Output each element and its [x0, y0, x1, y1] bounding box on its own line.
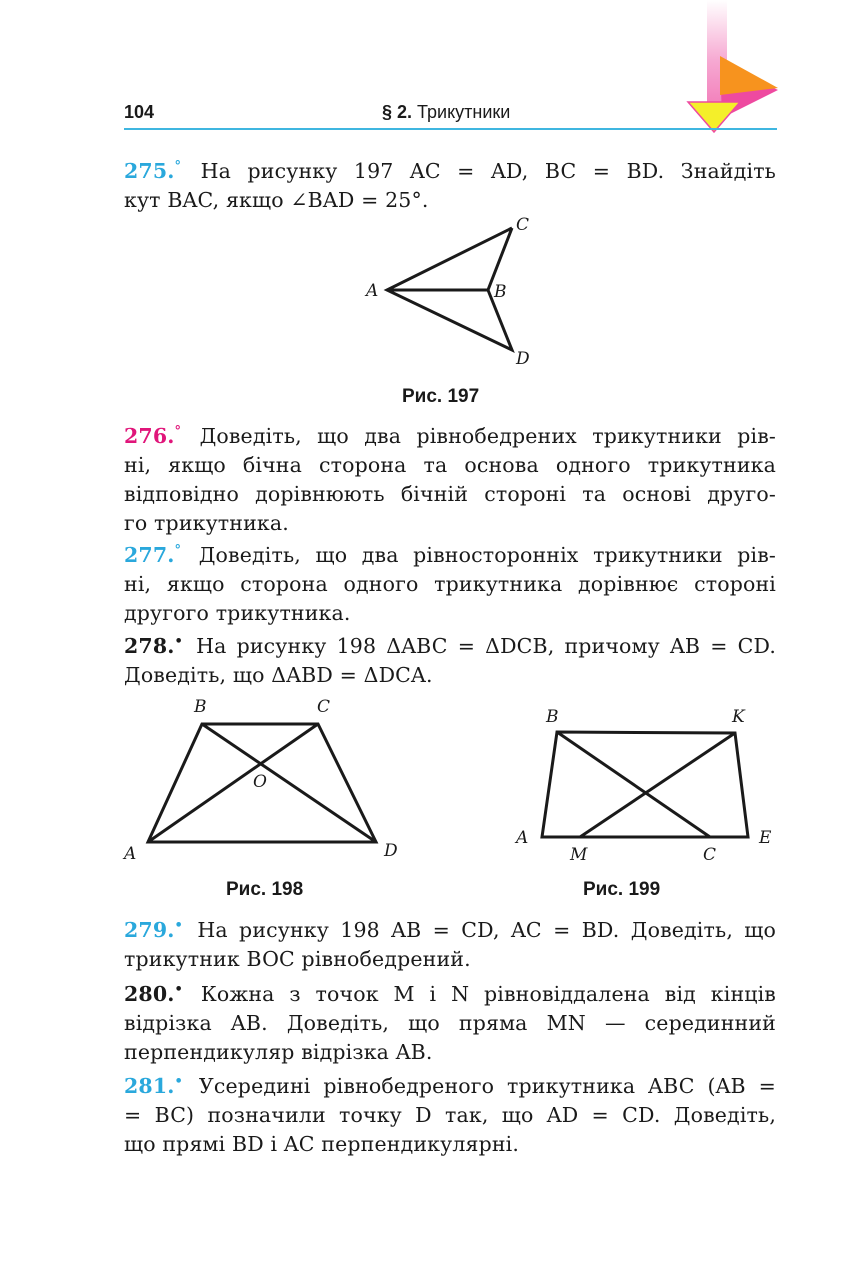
problem-279 [124, 911, 776, 974]
problem-line [124, 417, 776, 451]
problem-line [124, 975, 776, 1009]
problem-line: що прямі BD і AC перпендикулярні. [124, 1132, 520, 1156]
problem-line: ні, якщо бічна сторона та основа одного трикутника [124, 453, 776, 477]
problem-line: = BC) позначили точку D так, що AD = CD. Доведіть, [124, 1103, 776, 1127]
figure-caption-197: Рис. 197 [402, 386, 480, 407]
problem-number: 279. [124, 918, 175, 942]
difficulty-mark: • [174, 918, 183, 933]
problem-text: На рисунку 198 AB = CD, AC = BD. Доведіть, що [197, 918, 776, 942]
problem-number: 276. [124, 424, 175, 448]
point-label-a: A [124, 844, 137, 864]
point-label-c: C [317, 697, 331, 717]
problem-line [124, 627, 776, 661]
problem-line [124, 911, 776, 945]
diagonal-bd [202, 724, 376, 842]
quadrilateral-abke [542, 732, 748, 837]
problem-text: Кожна з точок M і N рівновіддалена від кінців [200, 982, 776, 1006]
problem-276 [124, 417, 776, 538]
header-rule [124, 128, 777, 130]
problem-281 [124, 1067, 776, 1159]
problem-278 [124, 627, 776, 690]
running-head [382, 102, 510, 123]
header-decoration [680, 0, 790, 135]
point-label-c: C [516, 215, 530, 235]
section-title: Трикутники [417, 102, 511, 122]
figure-199 [510, 702, 785, 870]
problem-line: ні, якщо сторона одного трикутника дорівнює стороні [124, 572, 776, 596]
point-label-k: K [732, 707, 745, 727]
problem-line [124, 152, 776, 186]
segment-mk [580, 733, 735, 837]
point-label-a: A [366, 281, 379, 301]
problem-text: Доведіть, що два рівнобедрених трикутники рів- [199, 424, 776, 448]
difficulty-mark: ° [174, 424, 182, 439]
problem-line: відповідно дорівнюють бічній стороні та основі друго- [124, 482, 776, 506]
section-number: § 2. [382, 102, 413, 122]
point-label-a: A [516, 828, 529, 848]
point-label-d: D [516, 349, 530, 369]
problem-text: На рисунку 198 ΔABC = ΔDCB, причому AB = CD. [196, 634, 776, 658]
figure-197 [360, 214, 540, 370]
figure-198 [118, 694, 408, 870]
problem-number: 278. [124, 634, 175, 658]
difficulty-mark: • [174, 982, 183, 997]
problem-line: відрізка AB. Доведіть, що пряма MN — серединний [124, 1011, 776, 1035]
point-label-b: B [546, 707, 559, 727]
point-label-c: C [703, 845, 717, 865]
difficulty-mark: ° [174, 543, 182, 558]
problem-text: На рисунку 197 AC = AD, BC = BD. Знайдіть [200, 159, 776, 183]
segment-bc [557, 732, 710, 837]
problem-number: 277. [124, 543, 175, 567]
problem-line: го трикутника. [124, 511, 289, 535]
problem-line: другого трикутника. [124, 601, 351, 625]
point-label-m: M [570, 845, 588, 865]
point-label-d: D [384, 841, 398, 861]
problem-number: 275. [124, 159, 175, 183]
problem-line [124, 536, 776, 570]
point-label-e: E [759, 828, 772, 848]
problem-text: Доведіть, що два рівносторонніх трикутники рів- [198, 543, 776, 567]
figure-caption-199: Рис. 199 [583, 879, 661, 900]
point-label-o: O [253, 772, 267, 792]
difficulty-mark: • [174, 1074, 183, 1089]
problem-line: Доведіть, що ΔABD = ΔDCA. [124, 663, 433, 687]
problem-line: кут BAC, якщо ∠BAD = 25°. [124, 188, 429, 212]
problem-line [124, 1067, 776, 1101]
problem-text: Усередині рівнобедреного трикутника ABC (AB = [198, 1074, 776, 1098]
point-label-b: B [494, 282, 507, 302]
difficulty-mark: ° [174, 159, 182, 174]
page-number: 104 [124, 102, 155, 122]
problem-line: перпендикуляр відрізка AB. [124, 1040, 433, 1064]
problem-number: 280. [124, 982, 175, 1006]
point-label-b: B [194, 697, 207, 717]
problem-number: 281. [124, 1074, 175, 1098]
problem-277 [124, 536, 776, 628]
problem-line: трикутник BOC рівнобедрений. [124, 947, 471, 971]
problem-275 [124, 152, 776, 215]
difficulty-mark: • [174, 634, 183, 649]
problem-280 [124, 975, 776, 1067]
figure-caption-198: Рис. 198 [226, 879, 304, 900]
